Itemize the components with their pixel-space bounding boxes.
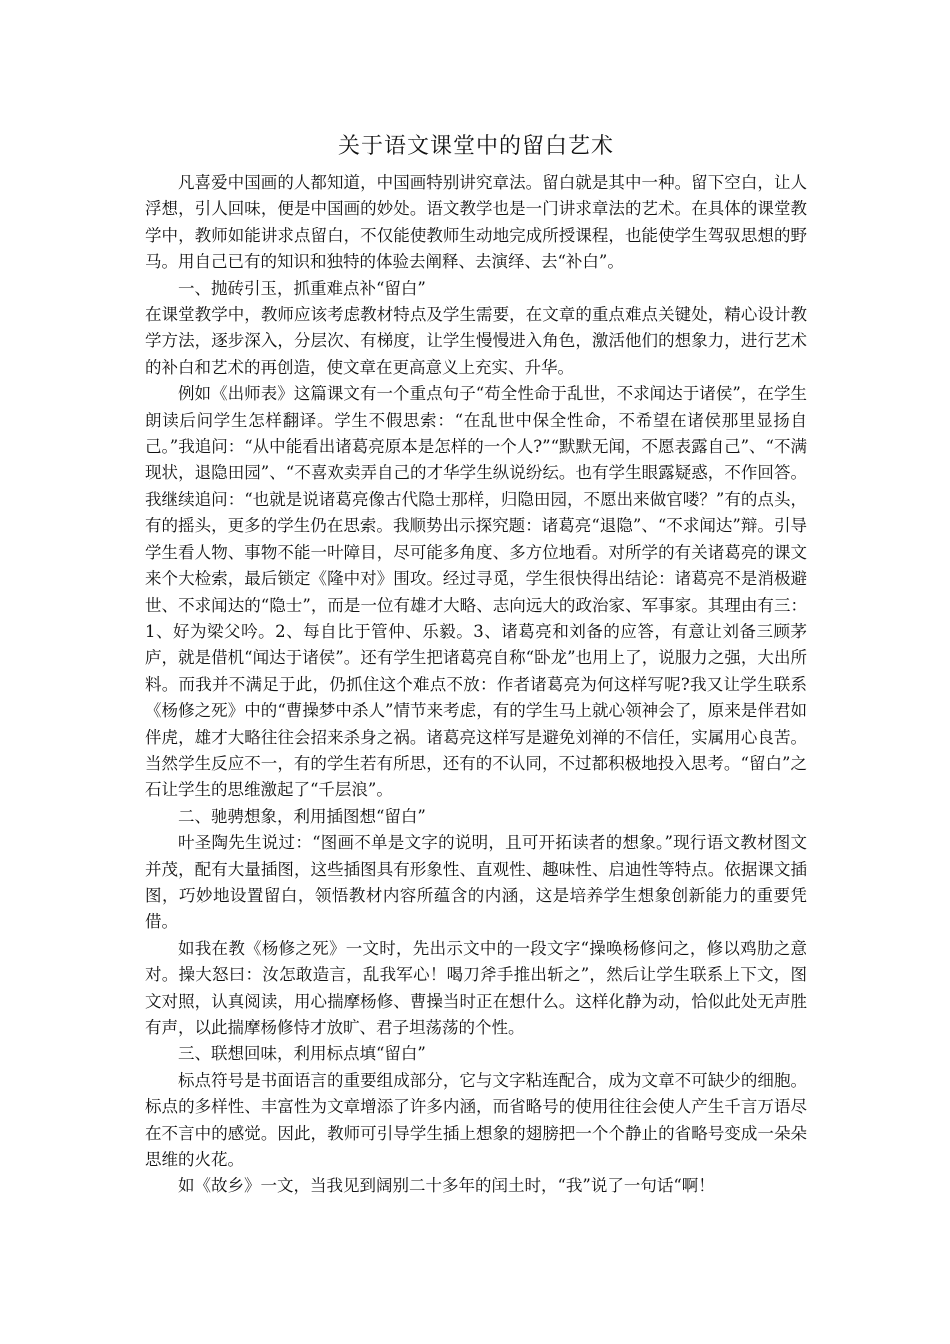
document-body [145, 128, 807, 1200]
paragraph-example-chushibiao: 例如《出师表》这篇课文有一个重点句子“苟全性命于乱世，不求闻达于诸侯”，在学生朗读后问学生怎样翻译。学生不假思索：“在乱世中保全性命，不希望在诸侯那里显扬自己。”我追问：“从中能看出诸葛亮原本是怎样的一个人?”“默默无闻，不愿表露自己”、“不满现状，退隐田园”、“不喜欢卖弄自己的才华学生纵说纷纭。也有学生眼露疑惑，不作回答。我继续追问：“也就是说诸葛亮像古代隐士那样，归隐田园，不愿出来做官喽？”有的点头，有的摇头，更多的学生仍在思索。我顺势出示探究题：诸葛亮“退隐”、“不求闻达”辩。引导学生看人物、事物不能一叶障目，尽可能多角度、多方位地看。对所学的有关诸葛亮的课文来个大检索，最后锁定《隆中对》围攻。经过寻觅，学生很快得出结论：诸葛亮不是消极避世、不求闻达的“隐士”，而是一位有雄才大略、志向远大的政治家、军事家。其理由有三：1、好为梁父吟。2、每自比于管仲、乐毅。3、诸葛亮和刘备的应答，有意让刘备三顾茅庐，就是借机“闻达于诸侯”。还有学生把诸葛亮自称“卧龙”也用上了，说服力之强，大出所料。而我并不满足于此，仍抓住这个难点不放：作者诸葛亮为何这样写呢?我又让学生联系《杨修之死》中的“曹操梦中杀人”情节来考虑，有的学生马上就心领神会了，原来是伴君如伴虎，雄才大略往往会招来杀身之祸。诸葛亮这样写是避免刘禅的不信任，实属用心良苦。当然学生反应不一，有的学生若有所思，还有的不认同，不过都积极地投入思考。“留白”之石让学生的思维激起了“千层浪”。 [145, 384, 807, 800]
paragraph-section-3-intro: 标点符号是书面语言的重要组成部分，它与文字粘连配合，成为文章不可缺少的细胞。标点的多样性、丰富性为文章增添了许多内涵，而省略号的使用往往会使人产生千言万语尽在不言中的感觉。因此，教师可引导学生插上想象的翅膀把一个个静止的省略号变成一朵朵思维的火花。 [145, 1070, 807, 1170]
section-heading-1: 一、抛砖引玉，抓重难点补“留白” [178, 278, 426, 298]
paragraph-intro: 凡喜爱中国画的人都知道，中国画特别讲究章法。留白就是其中一种。留下空白，让人浮想，引人回味，便是中国画的妙处。语文教学也是一门讲求章法的艺术。在具体的课堂教学中，教师如能讲求点留白，不仅能使教师生动地完成所授课程，也能使学生驾驭思想的野马。用自己已有的知识和独特的体验去阐释、去演绎、去“补白”。 [145, 173, 807, 272]
paragraph-example-yangxiu: 如我在教《杨修之死》一文时，先出示文中的一段文字“操唤杨修问之，修以鸡肋之意对。操大怒曰：汝怎敢造言，乱我军心！喝刀斧手推出斩之”，然后让学生联系上下文，图文对照，认真阅读，用心揣摩杨修、曹操当时正在想什么。这样化静为动，恰似此处无声胜有声，以此揣摩杨修恃才放旷、君子坦荡荡的个性。 [145, 938, 807, 1037]
document-title: 关于语文课堂中的留白艺术 [337, 134, 614, 159]
paragraph-section-1-intro: 在课堂教学中，教师应该考虑教材特点及学生需要，在文章的重点难点关键处，精心设计教学方法，逐步深入，分层次、有梯度，让学生慢慢进入角色，激活他们的想象力，进行艺术的补白和艺术的再创造，使文章在更高意义上充实、升华。 [145, 305, 807, 377]
section-heading-3: 三、联想回味，利用标点填“留白” [178, 1044, 426, 1064]
paragraph-section-2-intro: 叶圣陶先生说过：“图画不单是文字的说明，且可开拓读者的想象。”现行语文教材图文并茂，配有大量插图，这些插图具有形象性、直观性、趣味性、启迪性等特点。依据课文插图，巧妙地设置留白，领悟教材内容所蕴含的内涵，这是培养学生想象创新能力的重要凭借。 [145, 833, 807, 932]
paragraph-example-guxiang: 如《故乡》一文，当我见到阔别二十多年的闰土时，“我”说了一句话“啊！ [178, 1176, 715, 1196]
section-heading-2: 二、驰骋想象，利用插图想“留白” [178, 806, 426, 826]
